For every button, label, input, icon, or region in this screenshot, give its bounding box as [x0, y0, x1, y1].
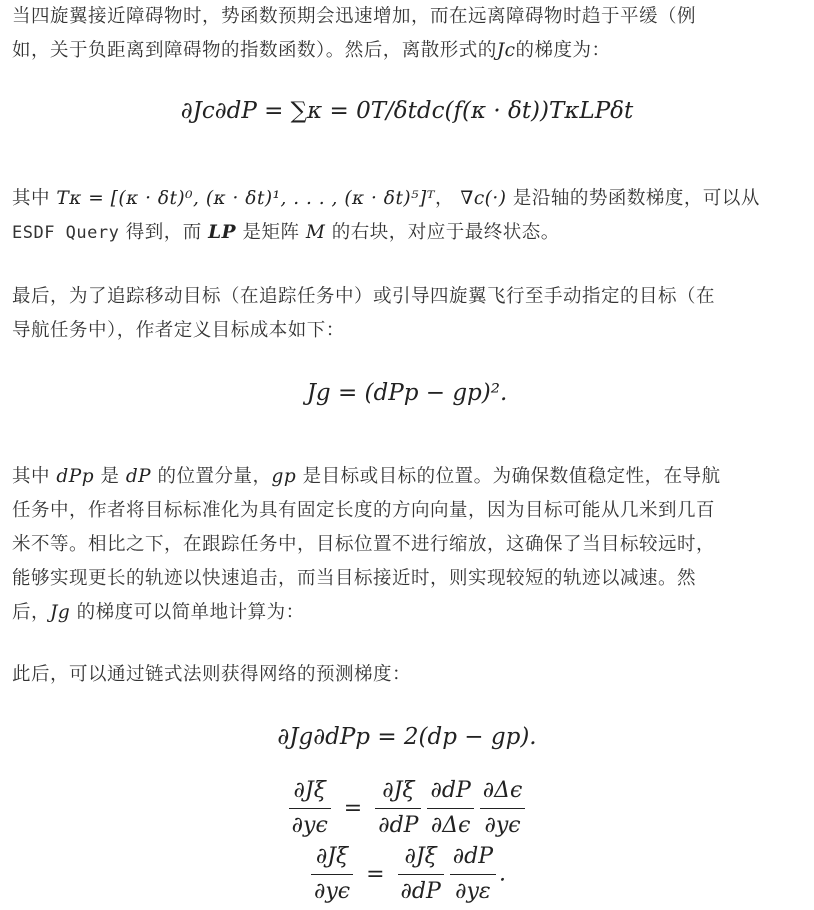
denominator: ∂yϵ — [291, 813, 328, 838]
numerator: ∂Jξ — [398, 842, 444, 875]
text-span: 后， — [12, 602, 51, 623]
denominator: ∂dP — [400, 879, 441, 904]
text-line — [12, 34, 802, 68]
text-span: 的梯度可以简单地计算为： — [76, 602, 305, 623]
numerator: ∂Jξ — [375, 776, 421, 809]
fraction — [480, 776, 526, 841]
text-line: 最后，为了追踪移动目标（在追踪任务中）或引导四旋翼飞行至手动指定的目标（在 — [12, 286, 716, 307]
text-line: 当四旋翼接近障碍物时，势函数预期会迅速增加，而在远离障碍物时趋于平缓（例 — [12, 6, 697, 27]
paragraph-t-kappa-definition — [12, 182, 802, 250]
equation-jg-gradient: ∂Jg∂dPp = 2(dp − gp). — [277, 724, 537, 750]
text-line: 其中 Tκ = [(κ · δt)⁰, (κ · δt)¹, . . . , (κ · δt)⁵]ᵀ， ∇c(·) 是沿轴的势函数梯度，可以从 — [12, 188, 760, 209]
numerator: ∂Δϵ — [480, 776, 526, 809]
text-line — [12, 596, 802, 630]
numerator: ∂Jξ — [289, 776, 331, 809]
denominator: ∂yϵ — [484, 813, 521, 838]
math-nabla-c: ∇c(·) — [460, 188, 507, 209]
equals-sign: = — [343, 795, 363, 821]
text-line: 米不等。相比之下，在跟踪任务中，目标位置不进行缩放，这确保了当目标较远时， — [12, 534, 716, 555]
paragraph-target-cost — [12, 280, 802, 348]
text-span: 的右块，对应于最终状态。 — [331, 222, 560, 243]
paragraph-potential-function — [12, 0, 802, 68]
text-line — [12, 460, 802, 494]
equation-jc-gradient: ∂Jc∂dP = ∑κ = 0T/δtdc(f(κ · δt))TκLPδt — [180, 98, 634, 124]
text-span: 是目标或目标的位置。为确保数值稳定性，在导航 — [302, 466, 721, 487]
math-jg: Jg — [50, 602, 71, 623]
code-esdf-query: ESDF Query — [12, 223, 120, 243]
denominator: ∂dP — [378, 813, 419, 838]
paragraph-chain-rule: 此后，可以通过链式法则获得网络的预测梯度： — [12, 664, 412, 685]
period: . — [499, 861, 507, 887]
equation-jg: Jg = (dPp − gp)². — [306, 380, 508, 406]
text-line: 任务中，作者将目标标准化为具有固定长度的方向向量，因为目标可能从几米到几百 — [12, 500, 716, 521]
numerator: ∂Jξ — [311, 842, 353, 875]
text-span: 是 — [100, 466, 120, 487]
math-lp: LP — [208, 222, 237, 243]
fraction — [375, 776, 421, 841]
math-t-kappa: Tκ = [(κ · δt)⁰, (κ · δt)¹, . . . , (κ · δt)⁵]ᵀ — [56, 188, 436, 209]
text-span: 如，关于负距离到障碍物的指数函数）。然后，离散形式的 — [12, 40, 497, 61]
text-line — [12, 216, 802, 250]
numerator: ∂dP — [450, 842, 496, 875]
text-line: 能够实现更长的轨迹以快速追击，而当目标接近时，则实现较短的轨迹以减速。然 — [12, 568, 697, 589]
text-span: 得到，而 — [125, 222, 202, 243]
denominator: ∂yϵ — [313, 879, 351, 904]
equation-chain-rule-2 — [0, 842, 814, 907]
fraction — [289, 776, 331, 841]
text-span: 的梯度为： — [515, 40, 611, 61]
text-span: 的位置分量， — [157, 466, 272, 487]
fraction — [311, 842, 353, 907]
math-gp: gp — [271, 466, 297, 487]
math-m: M — [305, 222, 326, 243]
text-span: 是矩阵 — [242, 222, 300, 243]
fraction — [427, 776, 473, 841]
equals-sign: = — [366, 861, 385, 887]
text-span: 其中 — [12, 466, 51, 487]
math-symbol-jc: Jc — [496, 40, 516, 61]
paragraph-target-normalization — [12, 460, 802, 630]
denominator: ∂yε — [455, 879, 491, 904]
fraction — [450, 842, 496, 907]
text-line: 导航任务中），作者定义目标成本如下： — [12, 320, 345, 341]
math-dpp: dPp — [56, 466, 95, 487]
text-span: 是沿轴的势函数梯度，可以从 — [512, 188, 760, 209]
denominator: ∂Δϵ — [430, 813, 471, 838]
equation-chain-rule-1 — [0, 776, 814, 841]
text-span: 其中 — [12, 188, 51, 209]
numerator: ∂dP — [427, 776, 473, 809]
fraction — [398, 842, 444, 907]
math-dp: dP — [125, 466, 152, 487]
